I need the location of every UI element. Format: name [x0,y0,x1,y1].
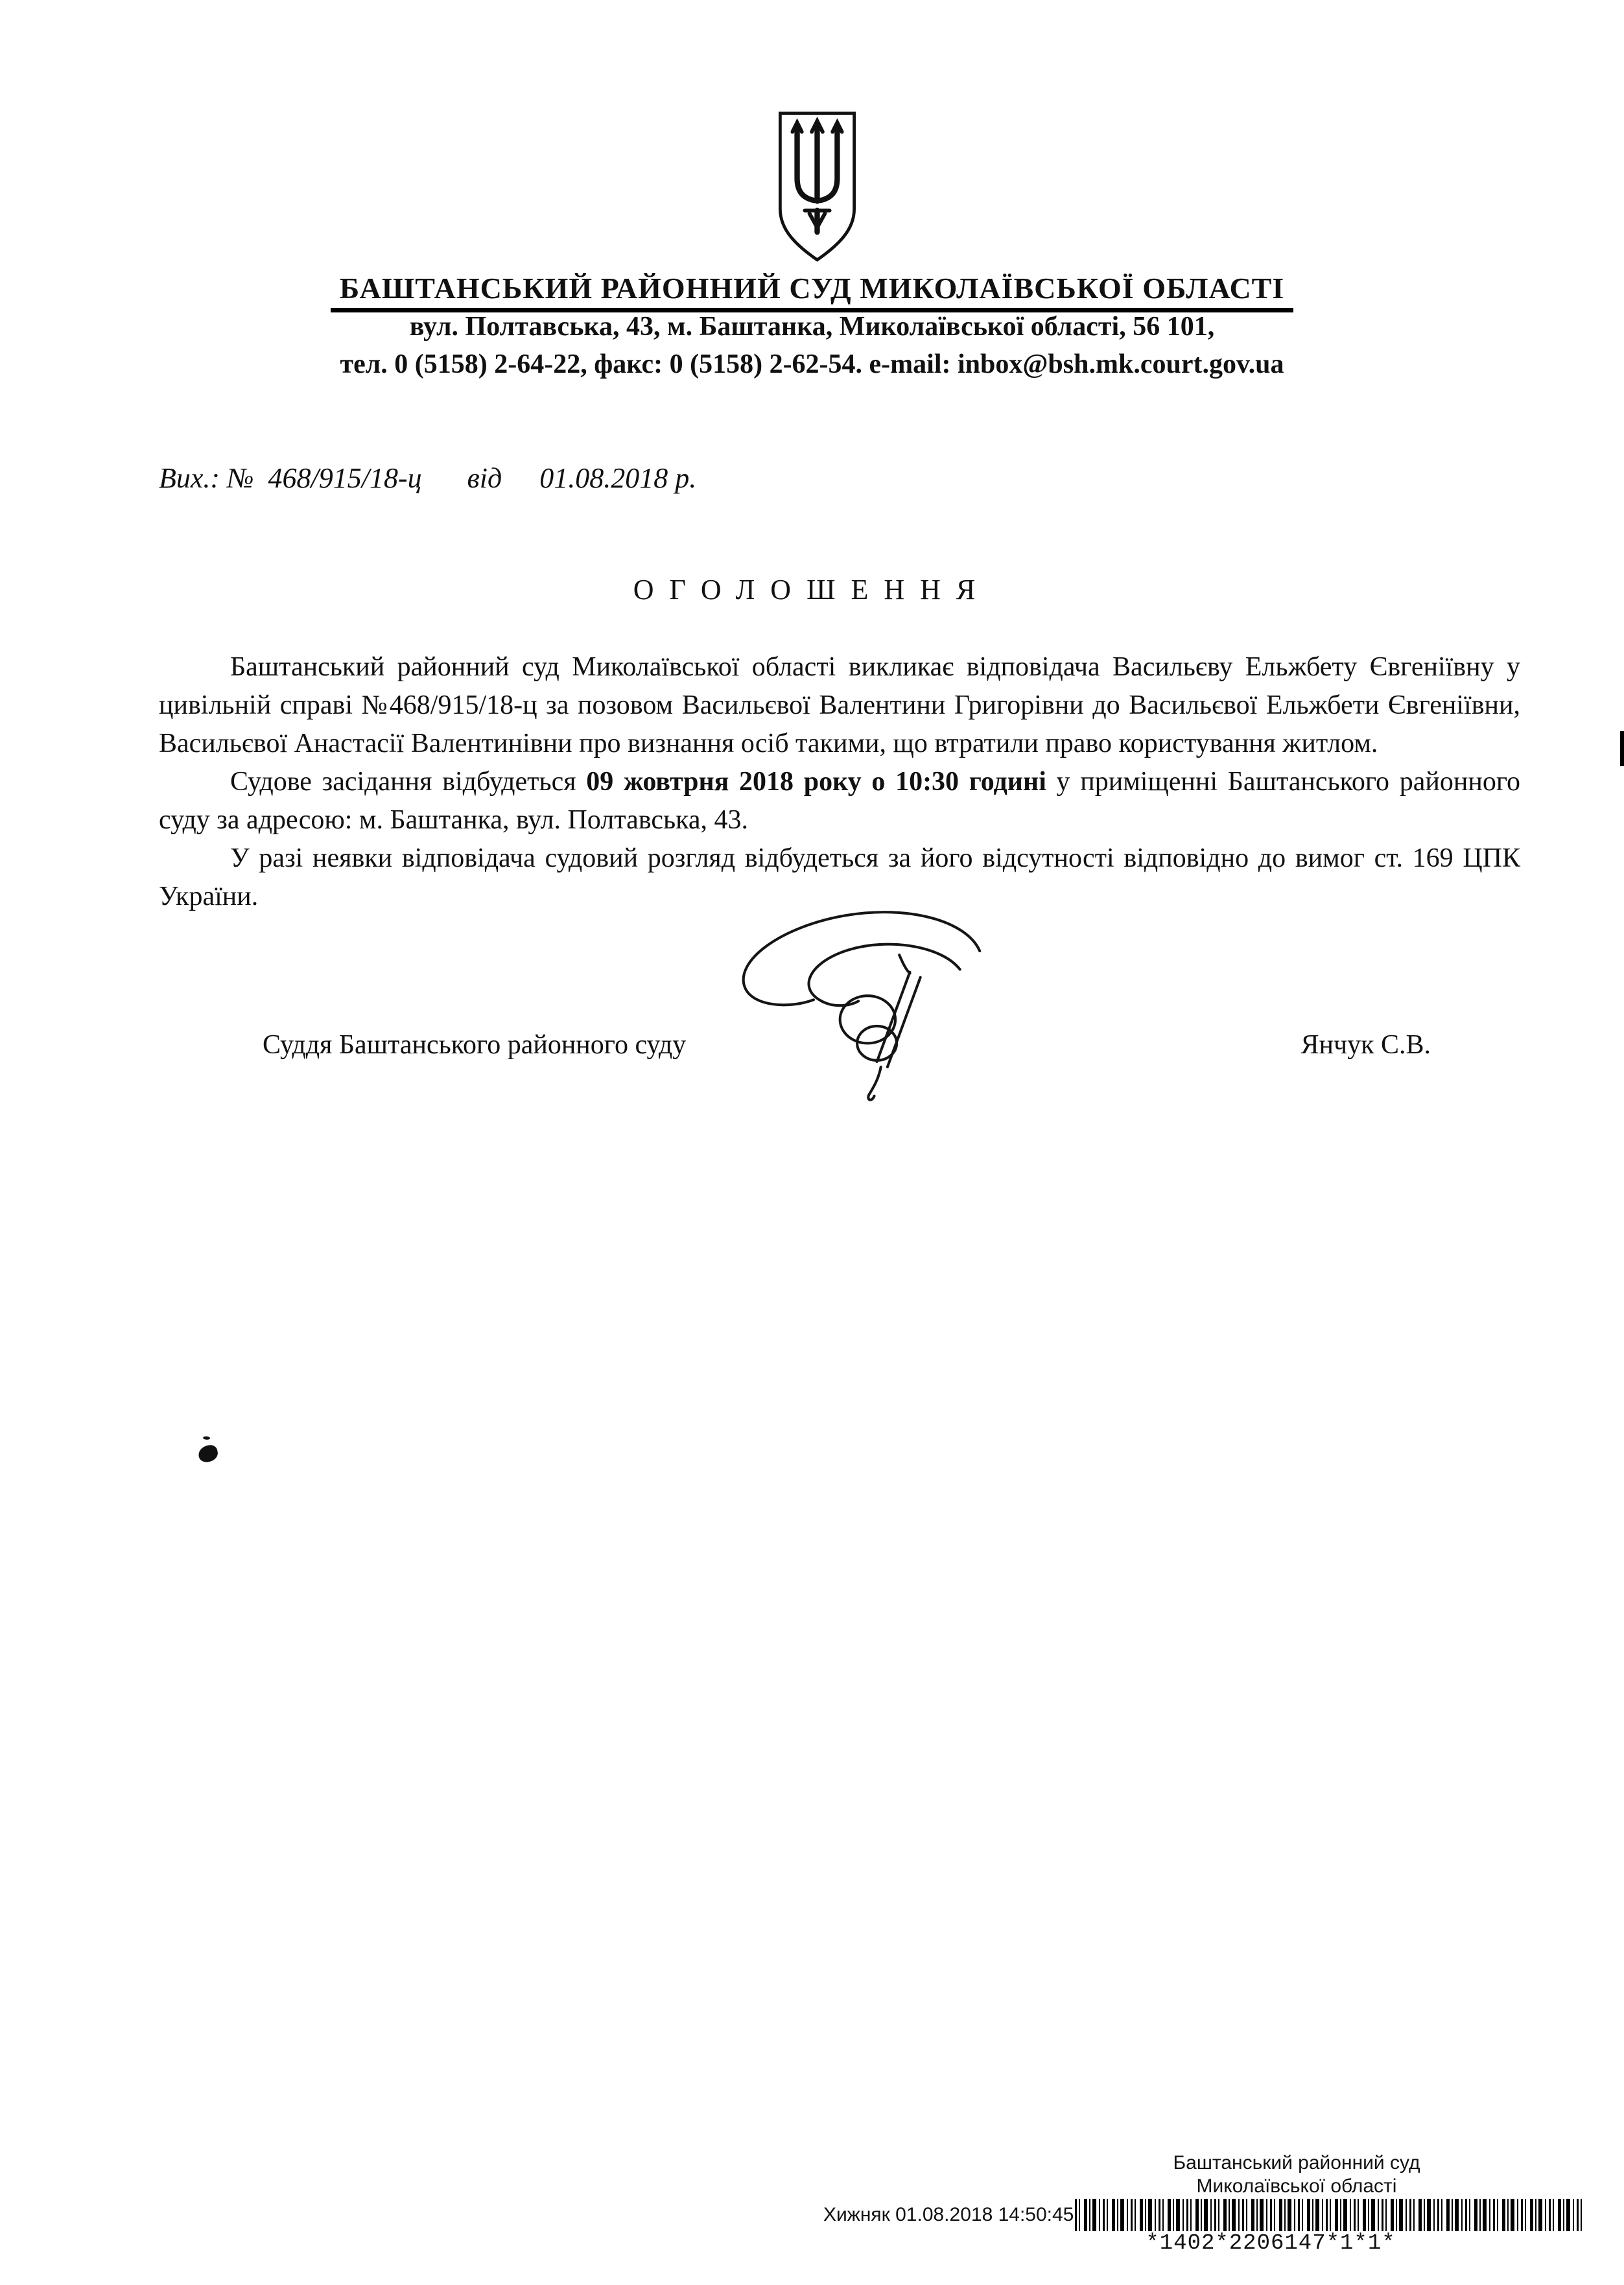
handwritten-signature-icon [710,909,995,1107]
scan-edge-artifact [1620,731,1624,766]
judge-title-label: Суддя Баштанського районного суду [263,1030,687,1060]
paragraph-summons: Баштанський районний суд Миколаївської області викликає відповідача Васильєву Ельжбету Євгеніївну у цивільній справі №468/915/18-ц за позовом Васильєвої Валентини Григорівни до Васильєвої Ельжбети Євгеніївни, Васильєвої Анастасії Валентинівни про визнання осіб такими, що втратили право користування житлом. [159,652,1520,758]
court-name-heading [0,271,1624,305]
outgoing-reference-line [159,462,696,495]
registration-stamp-text: Хижняк 01.08.2018 14:50:45 [823,2204,1074,2225]
court-name-text: БАШТАНСЬКИЙ РАЙОННИЙ СУД МИКОЛАЇВСЬКОЇ ОБЛАСТІ [331,272,1294,312]
reference-label: Вих.: № [159,462,254,494]
signature-row [159,1029,1520,1060]
judge-name-label: Янчук С.В. [1300,1030,1431,1060]
footer-court-name-line2: Миколаївської області [1196,2175,1397,2197]
ink-speck-artifact [196,1444,219,1464]
announcement-body [159,648,1520,916]
announcement-title: ОГОЛОШЕННЯ [633,574,991,605]
ukraine-trident-icon [770,110,864,264]
court-address-line: вул. Полтавська, 43, м. Баштанка, Миколаївської області, 56 101, [409,312,1215,342]
court-contacts-line: тел. 0 (5158) 2-64-22, факс: 0 (5158) 2-62-54. e-mail: inbox@bsh.mk.court.gov.ua [340,349,1284,379]
hearing-text-post: у приміщенні Баштанського районного суду за адресою: м. Баштанка, вул. Полтавська, 43. [159,767,1520,835]
barcode-value: *1402*2206147*1*1* [1146,2231,1396,2256]
reference-preposition: від [467,462,502,494]
paragraph-absence-warning: У разі неявки відповідача судовий розгляд відбудеться за його відсутності відповідно до вимог ст. 169 ЦПК України. [159,843,1520,911]
barcode-icon [1075,2199,1583,2231]
reference-date: 01.08.2018 р. [539,462,697,494]
reference-number: 468/915/18-ц [268,462,422,494]
paragraph-hearing [159,763,1520,839]
hearing-datetime: 09 жовтрня 2018 року о 10:30 годині [586,767,1046,797]
hearing-text-pre: Судове засідання відбудеться [230,767,587,797]
footer-court-name-line1: Баштанський районний суд [1173,2152,1420,2174]
